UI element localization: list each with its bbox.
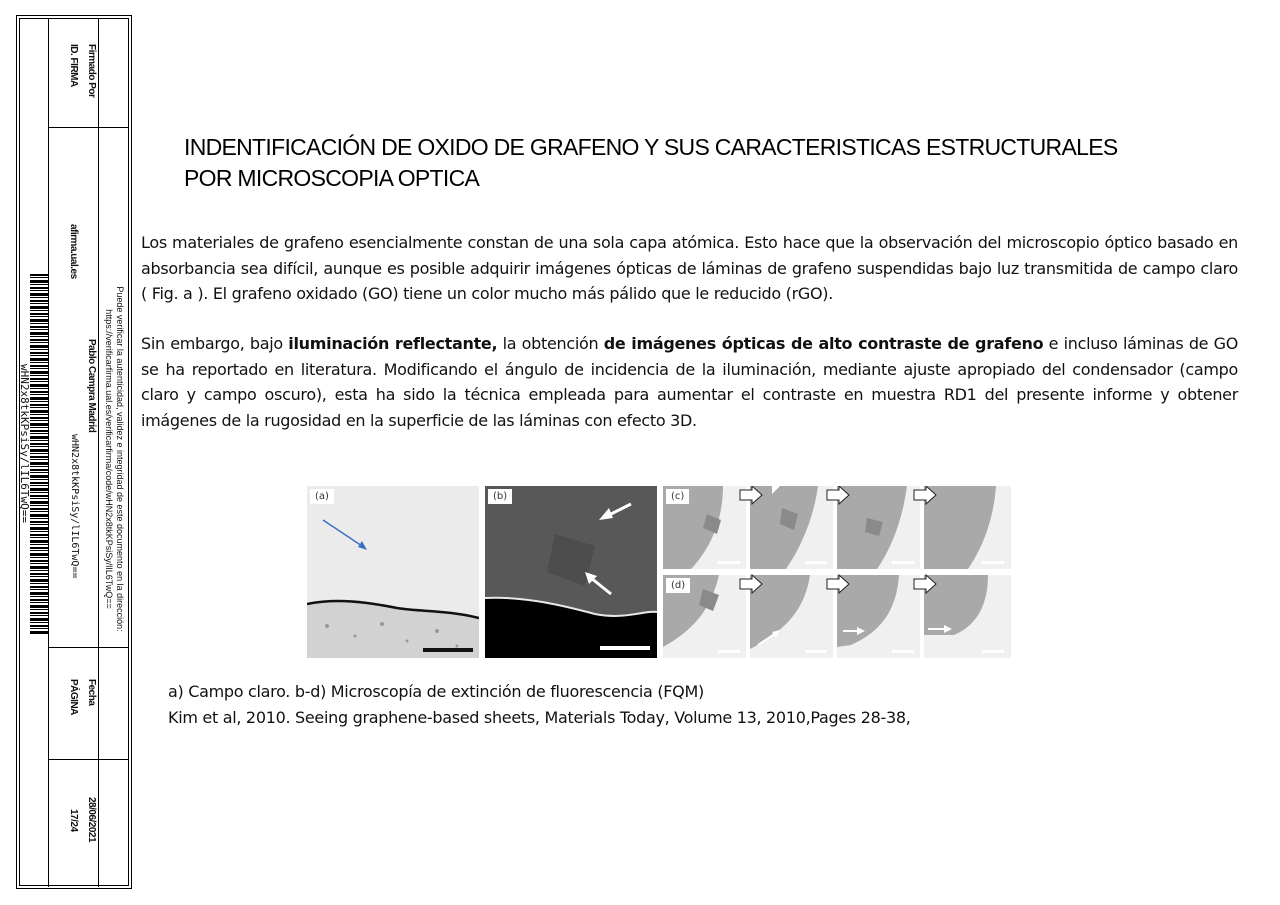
verification-line: Puede verificar la autenticidad, validez e integridad de este documento en la dirección: — [115, 286, 125, 632]
id-value: afirma.ual.es — [68, 224, 79, 279]
sheet-region — [877, 486, 920, 569]
panel-d-frame — [837, 575, 920, 658]
grid-divider — [49, 759, 128, 760]
grid-divider — [98, 647, 99, 887]
sheet-region — [837, 575, 920, 658]
particle — [380, 622, 384, 626]
verification-url: https://verificarfirma.ual.es/verificarfirma/code/wHN2x8tkKPsiSy/lIL6TwQ== — [104, 309, 114, 609]
scale-bar — [892, 650, 914, 653]
scale-bar — [982, 650, 1004, 653]
panel-d-frame — [750, 575, 833, 658]
panel-label: (a) — [310, 489, 334, 504]
scale-bar — [982, 561, 1004, 564]
document-title — [184, 132, 1184, 194]
dark-field-image — [485, 486, 657, 658]
date-value: 28/06/2021 — [86, 797, 97, 843]
sheet-fragment — [780, 508, 798, 530]
id-code: wHN2x8tkKPsiSy/lIL6TwQ== — [69, 434, 80, 579]
grid-divider — [98, 19, 99, 127]
page-label: PÁGINA — [68, 679, 79, 715]
microscopy-figure — [307, 486, 1011, 658]
paragraph-2-bold: iluminación reflectante, — [288, 334, 498, 353]
sheet-fragment — [865, 518, 883, 536]
figure-caption: a) Campo claro. b-d) Microscopía de extinción de fluorescencia (FQM) — [168, 682, 704, 701]
scale-bar — [718, 650, 740, 653]
date-label: Fecha — [86, 679, 97, 706]
barcode-code: wHN2x8tkKPsiSy/lIL6TwQ== — [18, 364, 31, 523]
particle — [325, 624, 329, 628]
signature-strip-inner — [19, 18, 129, 886]
sheet-region — [968, 486, 1011, 569]
scale-bar — [600, 646, 650, 650]
particle — [354, 635, 357, 638]
signature-strip — [16, 15, 132, 889]
page-value: 17/24 — [68, 809, 79, 832]
sheet-region — [750, 575, 833, 658]
barcode-image — [30, 274, 48, 634]
frame-arrow — [750, 486, 780, 494]
grid-divider — [98, 127, 99, 647]
paragraph-2-text: Sin embargo, bajo — [141, 334, 289, 353]
arrow-head — [857, 627, 865, 635]
particle — [406, 640, 409, 643]
panel-d-frame — [663, 575, 746, 658]
scale-bar — [805, 561, 827, 564]
panel-label: (b) — [488, 489, 512, 504]
panel-c-frame — [750, 486, 833, 569]
fqm-frame-image — [837, 486, 920, 569]
grid-divider — [49, 127, 128, 128]
fqm-frame-image — [924, 575, 1011, 658]
scale-bar — [718, 561, 740, 564]
verification-note — [103, 249, 125, 669]
id-label: ID. FIRMA — [68, 44, 79, 87]
scale-bar — [805, 650, 827, 653]
title-line-1: INDENTIFICACIÓN DE OXIDO DE GRAFENO Y SUS CARACTERISTICAS ESTRUCTURALES — [184, 134, 1118, 160]
scale-bar — [892, 561, 914, 564]
fqm-frame-image — [837, 575, 920, 658]
panel-label: (d) — [666, 578, 690, 593]
title-line-2: POR MICROSCOPIA OPTICA — [184, 165, 480, 191]
fqm-frame-image — [750, 575, 833, 658]
fqm-frame-image — [750, 486, 833, 569]
paragraph-2 — [141, 331, 1238, 433]
panel-d-frame — [924, 575, 1011, 658]
panel-c-frame — [924, 486, 1011, 569]
sheet-region — [924, 575, 1011, 658]
arrow-head — [944, 625, 952, 633]
figure-reference: Kim et al, 2010. Seeing graphene-based sheets, Materials Today, Volume 13, 2010,Pages 28-38, — [168, 708, 911, 727]
particle — [435, 629, 439, 633]
signature-grid — [48, 19, 128, 887]
panel-a-bright-field — [307, 486, 479, 658]
signed-by-label: Firmado Por — [86, 44, 97, 98]
arrow-line — [323, 520, 365, 548]
signer-name: Pablo Campra Madrid — [86, 339, 97, 433]
scale-bar — [423, 648, 473, 652]
paragraph-2-text: la obtención — [497, 334, 604, 353]
paragraph-2-bold: de imágenes ópticas de alto contraste de grafeno — [603, 334, 1044, 353]
arrow-head — [358, 541, 367, 550]
bright-field-image — [307, 486, 479, 658]
panel-c-frame — [663, 486, 746, 569]
paragraph-1: Los materiales de grafeno esencialmente constan de una sola capa atómica. Esto hace que la observación del microscopio óptico basado en absorbancia sea difícil, aunque es posible adquirir imágenes ópticas de láminas de grafeno suspendidas bajo luz transmitida de campo claro ( Fig. a ). El grafeno oxidado (GO) tiene un color mucho más pálido que le reducido (rGO). — [141, 233, 1238, 303]
fqm-frame-image — [924, 486, 1011, 569]
paragraph-2-text: e incluso láminas de GO se ha reportado en literatura. Modificando el ángulo de incidencia de la iluminación, mediante ajuste apropiado del condensador (campo claro y campo oscuro), esta ha sido la técnica empleada para aumentar el contraste en muestra RD1 del presente informe y obtener imágenes de la rugosidad en la superficie de las láminas con efecto 3D. — [141, 334, 1238, 430]
panel-c-frame — [837, 486, 920, 569]
panel-b-dark-field — [485, 486, 657, 658]
panel-label: (c) — [666, 489, 689, 504]
